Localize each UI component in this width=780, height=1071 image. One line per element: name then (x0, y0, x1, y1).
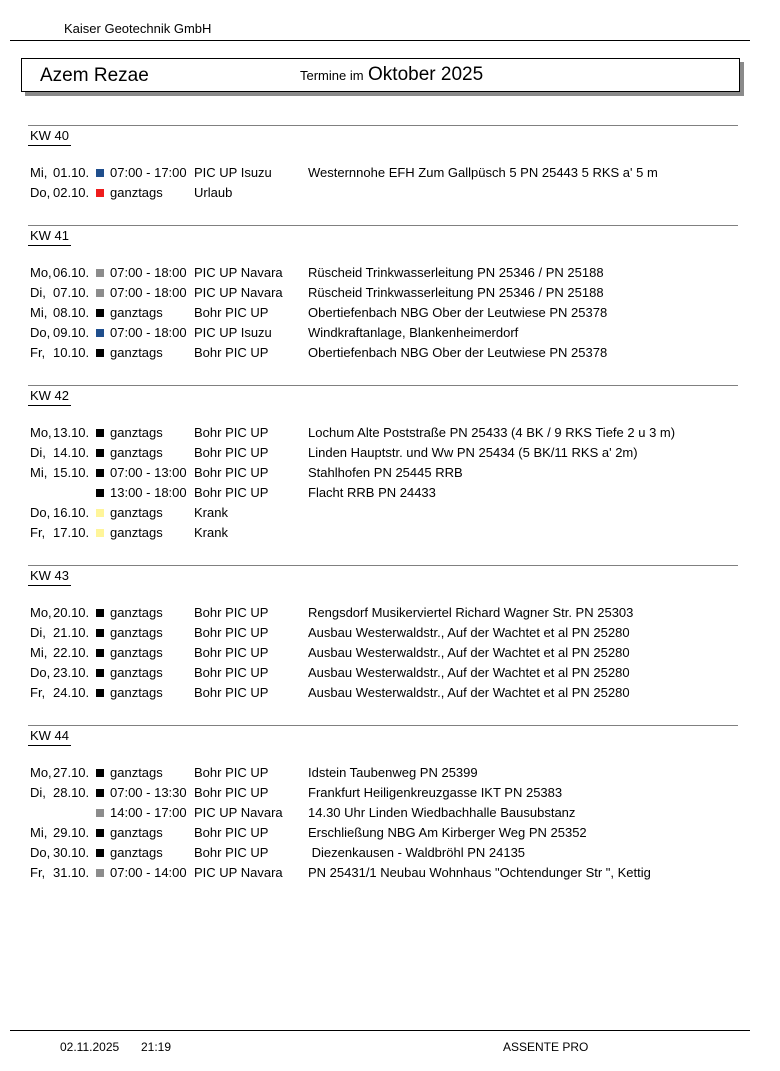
appointment-description: Linden Hauptstr. und Ww PN 25434 (5 BK/11 RKS a' 2m) (308, 445, 638, 460)
weekday: Do, (30, 325, 51, 340)
category-color-marker (96, 849, 104, 857)
weekday: Mi, (30, 465, 48, 480)
date: 20.10. (53, 605, 90, 620)
appointment-row (0, 845, 780, 865)
category-color-marker (96, 809, 104, 817)
week-label: KW 40 (30, 128, 70, 143)
resource-category: Urlaub (194, 185, 233, 200)
date: 10.10. (53, 345, 90, 360)
time-range: ganztags (110, 445, 163, 460)
company-name: Kaiser Geotechnik GmbH (64, 21, 212, 36)
category-color-marker (96, 829, 104, 837)
date: 31.10. (53, 865, 90, 880)
date: 29.10. (53, 825, 90, 840)
appointment-description: Rengsdorf Musikerviertel Richard Wagner Str. PN 25303 (308, 605, 634, 620)
time-range: ganztags (110, 425, 163, 440)
time-range: 07:00 - 18:00 (110, 265, 187, 280)
appointment-row (0, 605, 780, 625)
appointment-description: Westernnohe EFH Zum Gallpüsch 5 PN 25443 5 RKS a' 5 m (308, 165, 658, 180)
weekday: Di, (30, 445, 46, 460)
date: 17.10. (53, 525, 90, 540)
weekday: Di, (30, 625, 46, 640)
weekday: Di, (30, 285, 46, 300)
resource-category: PIC UP Navara (194, 285, 283, 300)
appointment-row (0, 665, 780, 685)
resource-category: PIC UP Navara (194, 265, 283, 280)
week-label-underline (28, 405, 71, 406)
period-month: Oktober 2025 (368, 64, 484, 85)
date: 27.10. (53, 765, 90, 780)
date: 21.10. (53, 625, 90, 640)
resource-category: Bohr PIC UP (194, 665, 269, 680)
footer-time: 21:19 (141, 1040, 172, 1054)
category-color-marker (96, 869, 104, 877)
category-color-marker (96, 509, 104, 517)
appointment-description: Ausbau Westerwaldstr., Auf der Wachtet et al PN 25280 (308, 645, 630, 660)
appointment-description: Windkraftanlage, Blankenheimerdorf (308, 325, 519, 340)
resource-category: Bohr PIC UP (194, 485, 269, 500)
resource-category: PIC UP Navara (194, 805, 283, 820)
time-range: ganztags (110, 305, 163, 320)
week-separator (28, 125, 738, 126)
resource-category: Bohr PIC UP (194, 445, 269, 460)
category-color-marker (96, 269, 104, 277)
resource-category: Bohr PIC UP (194, 345, 269, 360)
time-range: ganztags (110, 505, 163, 520)
week-separator (28, 565, 738, 566)
date: 30.10. (53, 845, 90, 860)
appointment-row (0, 625, 780, 645)
week-label-underline (28, 585, 71, 586)
appointment-row (0, 325, 780, 345)
appointment-description: Ausbau Westerwaldstr., Auf der Wachtet et al PN 25280 (308, 665, 630, 680)
time-range: ganztags (110, 625, 163, 640)
resource-category: Bohr PIC UP (194, 305, 269, 320)
time-range: ganztags (110, 185, 163, 200)
appointment-description: Frankfurt Heiligenkreuzgasse IKT PN 25383 (308, 785, 563, 800)
date: 23.10. (53, 665, 90, 680)
appointment-description: Ausbau Westerwaldstr., Auf der Wachtet et al PN 25280 (308, 685, 630, 700)
appointment-description: Lochum Alte Poststraße PN 25433 (4 BK / 9 RKS Tiefe 2 u 3 m) (308, 425, 676, 440)
weekday: Do, (30, 845, 51, 860)
appointment-description: Obertiefenbach NBG Ober der Leutwiese PN 25378 (308, 305, 608, 320)
appointment-description: Obertiefenbach NBG Ober der Leutwiese PN 25378 (308, 345, 608, 360)
category-color-marker (96, 649, 104, 657)
resource-category: Bohr PIC UP (194, 465, 269, 480)
week-separator (28, 725, 738, 726)
resource-category: Bohr PIC UP (194, 605, 269, 620)
appointment-description: Flacht RRB PN 24433 (308, 485, 436, 500)
appointment-row (0, 765, 780, 785)
appointment-row (0, 685, 780, 705)
date: 01.10. (53, 165, 90, 180)
appointment-description: Ausbau Westerwaldstr., Auf der Wachtet et al PN 25280 (308, 625, 630, 640)
category-color-marker (96, 449, 104, 457)
category-color-marker (96, 529, 104, 537)
time-range: 07:00 - 17:00 (110, 165, 187, 180)
time-range: 07:00 - 13:30 (110, 785, 187, 800)
weekday: Mi, (30, 645, 48, 660)
time-range: 14:00 - 17:00 (110, 805, 187, 820)
resource-category: Krank (194, 525, 228, 540)
resource-category: PIC UP Isuzu (194, 325, 272, 340)
resource-category: Bohr PIC UP (194, 625, 269, 640)
appointment-row (0, 525, 780, 545)
date: 24.10. (53, 685, 90, 700)
appointment-row (0, 485, 780, 505)
category-color-marker (96, 629, 104, 637)
date: 08.10. (53, 305, 90, 320)
footer-divider (10, 1030, 750, 1031)
time-range: ganztags (110, 605, 163, 620)
weekday: Di, (30, 785, 46, 800)
weekday: Do, (30, 185, 51, 200)
category-color-marker (96, 329, 104, 337)
appointment-description: PN 25431/1 Neubau Wohnhaus "Ochtendunger Str ", Kettig (308, 865, 651, 880)
appointment-description: Rüscheid Trinkwasserleitung PN 25346 / PN 25188 (308, 285, 604, 300)
appointment-row (0, 425, 780, 445)
date: 16.10. (53, 505, 90, 520)
weekday: Mo, (30, 765, 52, 780)
resource-category: Bohr PIC UP (194, 765, 269, 780)
weekday: Fr, (30, 865, 46, 880)
week-label-underline (28, 145, 71, 146)
category-color-marker (96, 789, 104, 797)
time-range: 07:00 - 18:00 (110, 285, 187, 300)
weekday: Fr, (30, 525, 46, 540)
time-range: ganztags (110, 765, 163, 780)
weekday: Mi, (30, 165, 48, 180)
appointment-row (0, 165, 780, 185)
appointment-row (0, 265, 780, 285)
time-range: ganztags (110, 345, 163, 360)
time-range: ganztags (110, 845, 163, 860)
weekday: Mi, (30, 305, 48, 320)
footer-app-name: ASSENTE PRO (503, 1040, 589, 1054)
appointment-row (0, 645, 780, 665)
appointment-row (0, 825, 780, 845)
appointment-row (0, 865, 780, 885)
resource-category: Krank (194, 505, 228, 520)
category-color-marker (96, 689, 104, 697)
time-range: ganztags (110, 685, 163, 700)
appointment-row (0, 305, 780, 325)
week-label: KW 41 (30, 228, 70, 243)
appointment-row (0, 805, 780, 825)
resource-category: PIC UP Isuzu (194, 165, 272, 180)
category-color-marker (96, 609, 104, 617)
date: 09.10. (53, 325, 90, 340)
week-separator (28, 385, 738, 386)
date: 22.10. (53, 645, 90, 660)
resource-category: Bohr PIC UP (194, 685, 269, 700)
time-range: ganztags (110, 825, 163, 840)
appointment-description: Idstein Taubenweg PN 25399 (308, 765, 478, 780)
weekday: Do, (30, 505, 51, 520)
date: 06.10. (53, 265, 90, 280)
date: 14.10. (53, 445, 90, 460)
category-color-marker (96, 489, 104, 497)
period-label: Termine im (300, 68, 364, 83)
appointment-row (0, 785, 780, 805)
time-range: 13:00 - 18:00 (110, 485, 187, 500)
appointment-row (0, 285, 780, 305)
appointment-description: 14.30 Uhr Linden Wiedbachhalle Bausubstanz (308, 805, 576, 820)
time-range: 07:00 - 18:00 (110, 325, 187, 340)
category-color-marker (96, 469, 104, 477)
category-color-marker (96, 169, 104, 177)
title-box (21, 58, 740, 92)
category-color-marker (96, 429, 104, 437)
weekday: Fr, (30, 685, 46, 700)
weekday: Do, (30, 665, 51, 680)
time-range: 07:00 - 13:00 (110, 465, 187, 480)
resource-category: Bohr PIC UP (194, 785, 269, 800)
week-label-underline (28, 745, 71, 746)
category-color-marker (96, 309, 104, 317)
appointment-description: Erschließung NBG Am Kirberger Weg PN 25352 (308, 825, 587, 840)
header-divider (10, 40, 750, 41)
appointment-description: Stahlhofen PN 25445 RRB (308, 465, 463, 480)
appointment-row (0, 185, 780, 205)
date: 07.10. (53, 285, 90, 300)
weekday: Mo, (30, 605, 52, 620)
date: 13.10. (53, 425, 90, 440)
appointment-row (0, 445, 780, 465)
category-color-marker (96, 289, 104, 297)
week-label: KW 43 (30, 568, 70, 583)
date: 15.10. (53, 465, 90, 480)
appointment-row (0, 345, 780, 365)
appointment-description: Rüscheid Trinkwasserleitung PN 25346 / PN 25188 (308, 265, 604, 280)
category-color-marker (96, 769, 104, 777)
resource-category: Bohr PIC UP (194, 825, 269, 840)
weekday: Mo, (30, 425, 52, 440)
week-label-underline (28, 245, 71, 246)
resource-category: Bohr PIC UP (194, 845, 269, 860)
person-name: Azem Rezae (40, 65, 149, 86)
week-label: KW 44 (30, 728, 70, 743)
time-range: ganztags (110, 665, 163, 680)
weekday: Mo, (30, 265, 52, 280)
resource-category: Bohr PIC UP (194, 425, 269, 440)
resource-category: Bohr PIC UP (194, 645, 269, 660)
appointment-description: Diezenkausen - Waldbröhl PN 24135 (308, 845, 526, 860)
appointment-row (0, 465, 780, 485)
week-label: KW 42 (30, 388, 70, 403)
category-color-marker (96, 349, 104, 357)
footer-date: 02.11.2025 (60, 1040, 120, 1054)
period (300, 64, 483, 86)
date: 28.10. (53, 785, 90, 800)
weekday: Mi, (30, 825, 48, 840)
time-range: 07:00 - 14:00 (110, 865, 187, 880)
date: 02.10. (53, 185, 90, 200)
category-color-marker (96, 189, 104, 197)
week-separator (28, 225, 738, 226)
time-range: ganztags (110, 645, 163, 660)
weekday: Fr, (30, 345, 46, 360)
category-color-marker (96, 669, 104, 677)
time-range: ganztags (110, 525, 163, 540)
resource-category: PIC UP Navara (194, 865, 283, 880)
appointment-row (0, 505, 780, 525)
